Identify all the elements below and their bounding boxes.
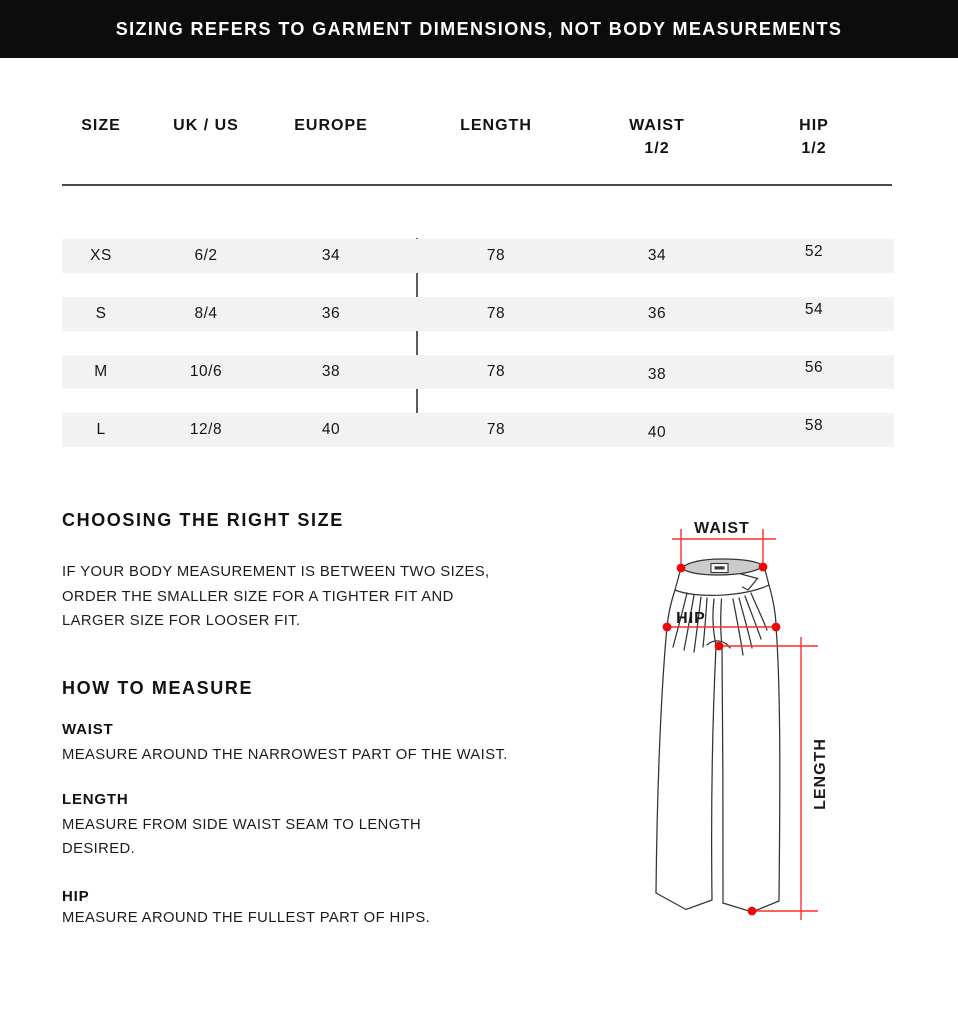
table-row-m [62,355,894,389]
table-row-xs [62,239,894,273]
column-header-uk-us: UK / US [173,117,239,134]
pants-measurement-diagram [630,500,870,940]
diagram-length-label: LENGTH [812,738,829,810]
cell-waist: 38 [647,366,667,383]
cell-length: 78 [486,247,506,264]
measure-length-text: MEASURE FROM SIDE WAIST SEAM TO LENGTH [62,817,422,833]
choosing-size-line: IF YOUR BODY MEASUREMENT IS BETWEEN TWO SIZES, [62,564,490,580]
diagram-hip-label: HIP [676,610,706,627]
cell-hip: 52 [804,243,824,260]
choosing-size-line: ORDER THE SMALLER SIZE FOR A TIGHTER FIT AND [62,589,454,605]
hip-dot-right [772,623,781,632]
cell-europe: 38 [321,363,341,380]
header-rule [62,184,892,186]
column-header-waist: WAIST [629,117,685,134]
cell-length: 78 [486,305,506,322]
cell-hip: 58 [804,417,824,434]
banner [0,0,958,58]
choosing-size-title: CHOOSING THE RIGHT SIZE [62,510,344,530]
cell-europe: 40 [321,421,341,438]
measure-length-text: DESIRED. [62,841,136,857]
diagram-waist-label: WAIST [694,520,750,537]
column-header-hip-sub: 1/2 [801,140,827,157]
cell-size: L [96,421,106,438]
measure-hip-label: HIP [62,888,90,905]
column-header-europe: EUROPE [294,117,368,134]
measure-waist-label: WAIST [62,721,114,738]
table-row-s [62,297,894,331]
column-header-length: LENGTH [460,117,532,134]
table-row-l [62,413,894,447]
cell-hip: 54 [804,301,824,318]
cell-waist: 40 [647,424,667,441]
cell-hip: 56 [804,359,824,376]
waist-dot-right [759,563,768,572]
cell-uk-us: 12/8 [189,421,223,438]
cell-uk-us: 8/4 [194,305,218,322]
cell-uk-us: 10/6 [189,363,223,380]
cell-size: M [94,363,108,380]
crotch-dot [715,642,724,651]
column-header-waist-sub: 1/2 [644,140,670,157]
cell-size: S [95,305,107,322]
pants-outline [656,559,780,912]
cell-waist: 34 [647,247,667,264]
cell-uk-us: 6/2 [194,247,218,264]
hem-dot [748,907,757,916]
choosing-size-line: LARGER SIZE FOR LOOSER FIT. [62,613,301,629]
cell-length: 78 [486,421,506,438]
how-to-measure-title: HOW TO MEASURE [62,678,254,698]
hip-dot-left [663,623,672,632]
fly-tab [741,574,758,590]
cell-europe: 34 [321,247,341,264]
waistband-label-text [715,566,725,569]
measure-hip-text: MEASURE AROUND THE FULLEST PART OF HIPS. [62,910,431,926]
measure-waist-text: MEASURE AROUND THE NARROWEST PART OF THE WAIST. [62,747,508,763]
cell-length: 78 [486,363,506,380]
cell-waist: 36 [647,305,667,322]
banner-text: SIZING REFERS TO GARMENT DIMENSIONS, NOT BODY MEASUREMENTS [115,18,843,39]
waist-dot-left [677,564,686,573]
column-header-size: SIZE [81,117,121,134]
size-table-header [62,117,894,163]
cell-size: XS [90,247,112,264]
measure-length-label: LENGTH [62,791,129,808]
cell-europe: 36 [321,305,341,322]
column-header-hip: HIP [799,117,829,134]
